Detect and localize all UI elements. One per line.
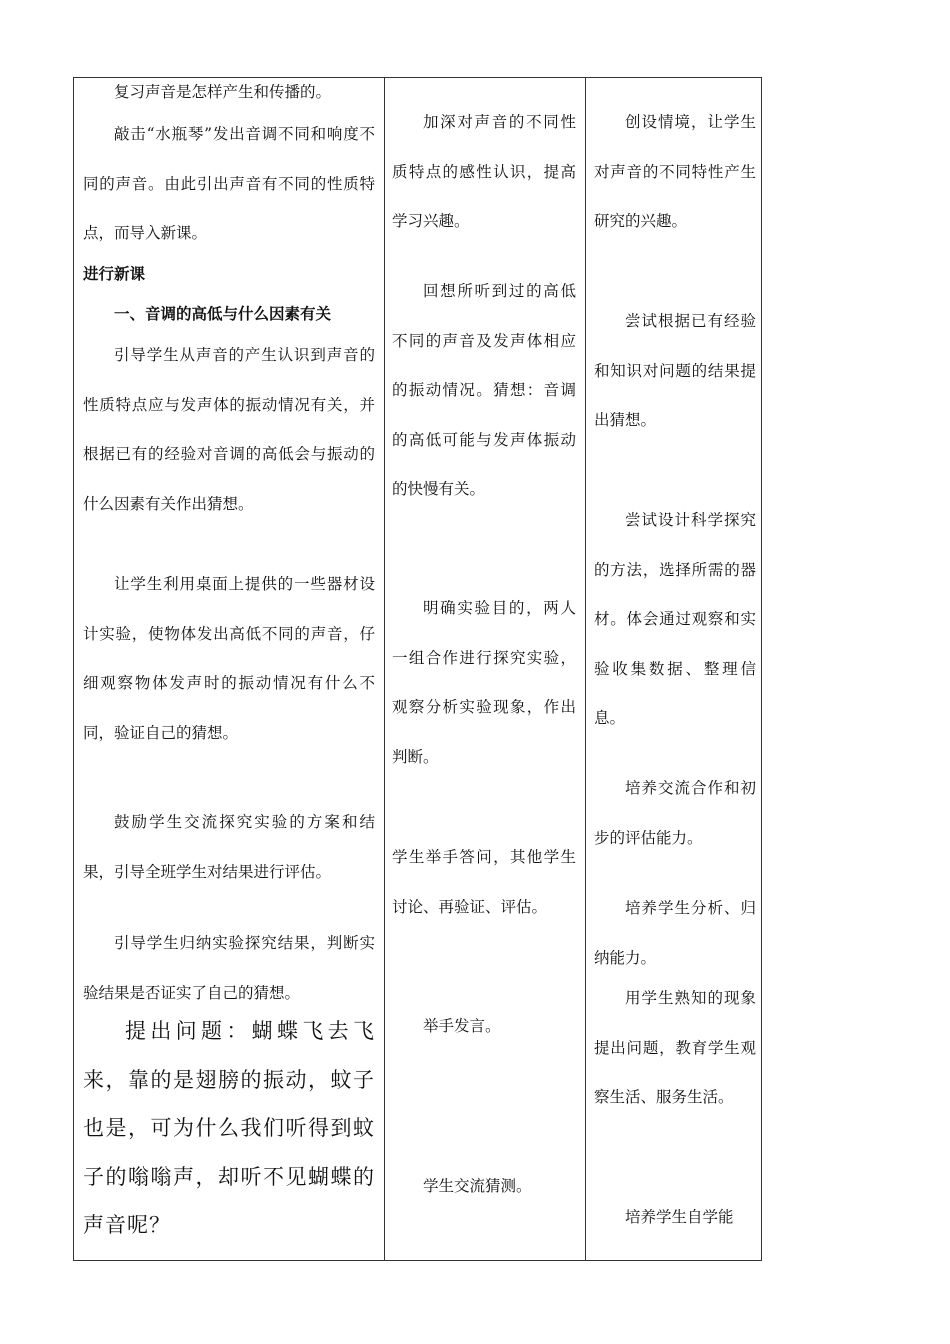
subsection-heading: 一、音调的高低与什么因素有关 bbox=[114, 304, 332, 323]
section-heading: 进行新课 bbox=[83, 264, 146, 283]
question-paragraph: 提出问题：蝴蝶飞去飞来，靠的是翅膀的振动，蚊子也是，可为什么我们听得到蚊子的嗡嗡声，却听不见蝴蝶的声音呢？ bbox=[83, 1019, 375, 1237]
column-divider-2 bbox=[585, 78, 586, 1260]
intent-paragraph-6: 用学生熟知的现象提出问题，教育学生观察生活、服务生活。 bbox=[594, 989, 756, 1106]
intent-paragraph-1: 创设情境，让学生对声音的不同特性产生研究的兴趣。 bbox=[594, 113, 756, 230]
intent-paragraph-7: 培养学生自学能 bbox=[625, 1208, 734, 1226]
lesson-plan-table bbox=[73, 77, 762, 1261]
column-divider-1 bbox=[384, 78, 385, 1260]
student-paragraph-3: 明确实验目的，两人一组合作进行探究实验，观察分析实验现象，作出判断。 bbox=[392, 599, 576, 766]
exchange-paragraph: 鼓励学生交流探究实验的方案和结果，引导全班学生对结果进行评估。 bbox=[83, 813, 375, 881]
student-paragraph-4: 学生举手答问，其他学生讨论、再验证、评估。 bbox=[392, 848, 576, 916]
guide-paragraph: 引导学生从声音的产生认识到声音的性质特点应与发声体的振动情况有关，并根据已有的经验对音调的高低会与振动的什么因素有关作出猜想。 bbox=[83, 346, 375, 513]
student-paragraph-1: 加深对声音的不同性质特点的感性认识，提高学习兴趣。 bbox=[392, 113, 576, 230]
summary-paragraph: 引导学生归纳实验探究结果，判断实验结果是否证实了自己的猜想。 bbox=[83, 934, 375, 1002]
intent-paragraph-5: 培养学生分析、归纳能力。 bbox=[594, 899, 756, 967]
student-paragraph-5: 举手发言。 bbox=[423, 1017, 501, 1035]
intent-paragraph-4: 培养交流合作和初步的评估能力。 bbox=[594, 779, 756, 847]
intent-paragraph-2: 尝试根据已有经验和知识对问题的结果提出猜想。 bbox=[594, 312, 756, 429]
student-paragraph-2: 回想所听到过的高低不同的声音及发声体相应的振动情况。猜想：音调的高低可能与发声体振动的快慢有关。 bbox=[392, 282, 576, 498]
intro-paragraph: 敲击“水瓶琴”发出音调不同和响度不同的声音。由此引出声音有不同的性质特点，而导入新课。 bbox=[83, 125, 375, 242]
experiment-paragraph: 让学生利用桌面上提供的一些器材设计实验，使物体发出高低不同的声音，仔细观察物体发声时的振动情况有什么不同，验证自己的猜想。 bbox=[83, 575, 375, 742]
student-paragraph-6: 学生交流猜测。 bbox=[423, 1177, 532, 1195]
review-paragraph: 复习声音是怎样产生和传播的。 bbox=[114, 83, 332, 101]
intent-paragraph-3: 尝试设计科学探究的方法，选择所需的器材。体会通过观察和实验收集数据、整理信息。 bbox=[594, 511, 756, 727]
